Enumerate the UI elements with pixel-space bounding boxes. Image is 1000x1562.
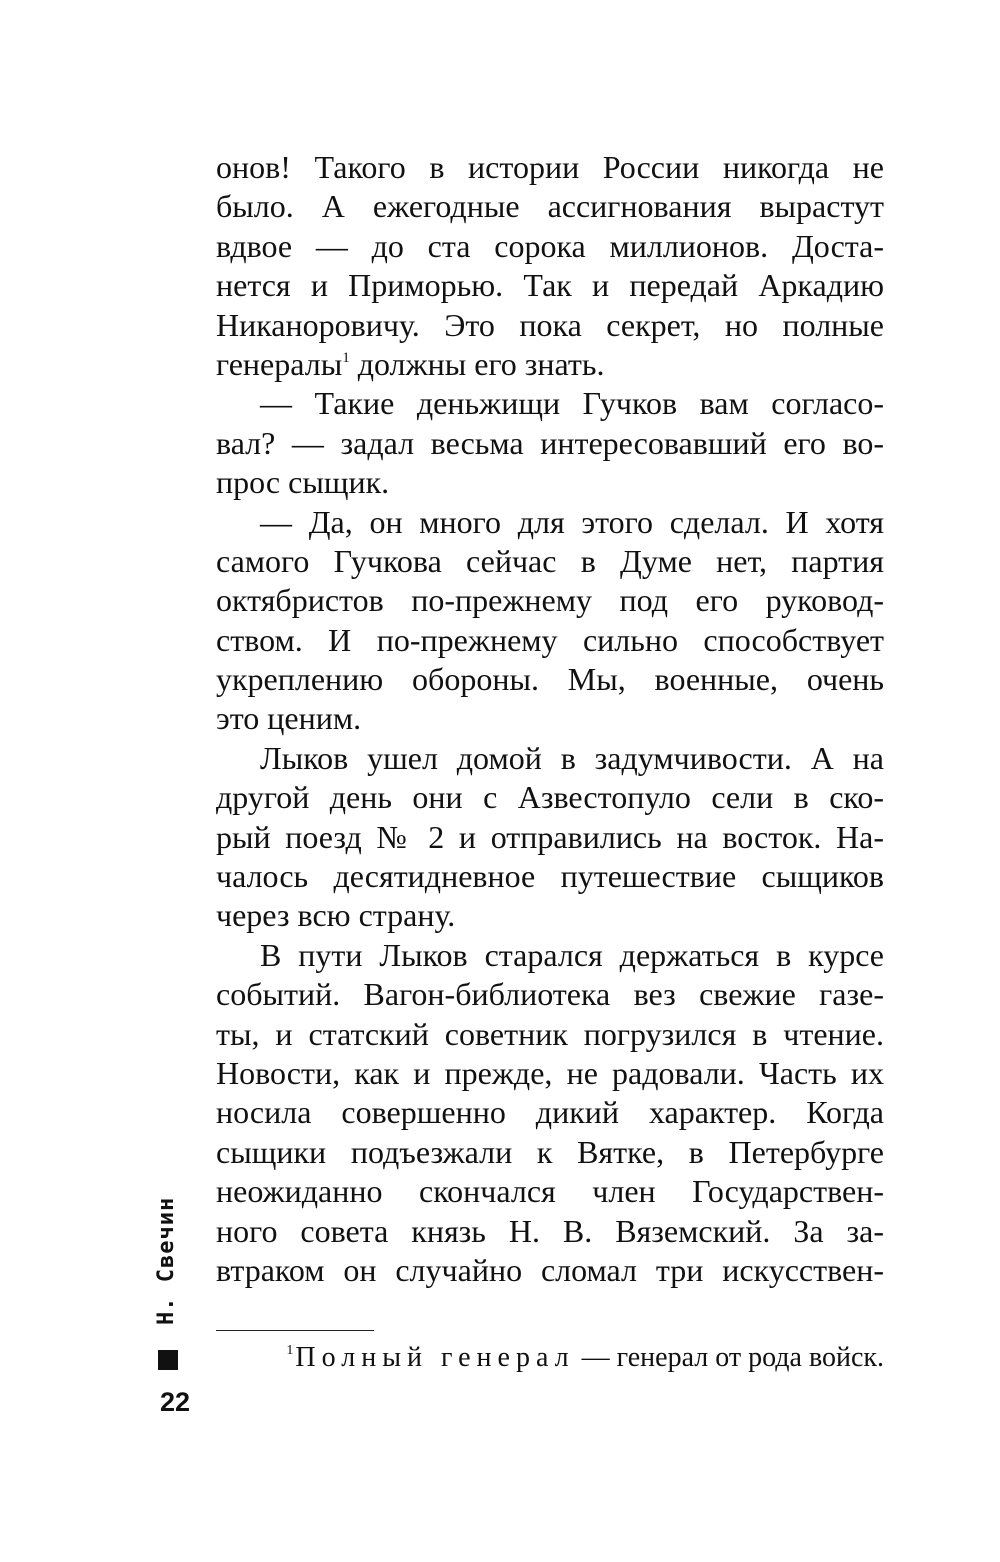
text-line: нется и Приморью. Так и передай Аркадию [216, 267, 884, 304]
text-line: ством. И по-прежнему сильно способствует [216, 621, 884, 658]
text-line: ты, и статский советник погрузился в чтение. [216, 1015, 884, 1052]
text-line: втраком он случайно сломал три искусствен- [216, 1251, 884, 1288]
text-line: через всю страну. [216, 897, 456, 934]
text-line: неожиданно скончался член Государствен- [216, 1173, 884, 1210]
text-line: Новости, как и прежде, не радовали. Часть их [216, 1054, 884, 1091]
text-line: другой день они с Азвестопуло сели в ско- [216, 779, 884, 816]
text-line: рый поезд № 2 и отправились на восток. На- [216, 818, 884, 855]
text-line: онов! Такого в истории России никогда не [216, 149, 884, 185]
text-line: сыщики подъезжали к Вятке, в Петербурге [216, 1133, 884, 1170]
footnote-reference: 1 [342, 349, 350, 366]
text-line: это ценим. [216, 700, 362, 737]
text-line: событий. Вагон-библиотека вез свежие газе- [216, 976, 884, 1013]
footnote-marker: 1 [286, 1343, 294, 1358]
text-line: укреплению обороны. Мы, военные, очень [216, 661, 884, 698]
footnote [216, 1340, 884, 1376]
running-head-author: Н. Свечин [154, 1196, 179, 1326]
text-line: прос сыщик. [216, 464, 390, 501]
text-line: было. А ежегодные ассигнования вырастут [216, 188, 884, 225]
text-fragment: генералы [216, 345, 343, 382]
text-line: Никаноровичу. Это пока секрет, но полные [216, 306, 884, 343]
text-line: вдвое — до ста сорока миллионов. Доста- [216, 227, 884, 264]
text-line: — Да, он много для этого сделал. И хотя [260, 503, 884, 540]
square-marker-icon [158, 1350, 178, 1370]
text-line: чалось десятидневное путешествие сыщиков [216, 858, 884, 895]
text-line [216, 345, 884, 384]
text-line: В пути Лыков старался держаться в курсе [260, 936, 884, 973]
page-number: 22 [159, 1387, 191, 1417]
page-body-text [216, 148, 884, 1290]
text-line: вал? — задал весьма интересовавший его во- [216, 424, 884, 461]
text-fragment: должны его знать. [357, 345, 605, 382]
footnote-definition: — генерал от рода войск. [574, 1342, 884, 1373]
text-line: ного совета князь Н. В. Вяземский. За за- [216, 1212, 884, 1249]
text-line: самого Гучкова сейчас в Думе нет, партия [216, 542, 884, 579]
text-line: носила совершенно дикий характер. Когда [216, 1094, 884, 1131]
footnote-term: Полный генерал [295, 1342, 575, 1373]
text-line: — Такие деньжищи Гучков вам согласо- [260, 385, 884, 422]
text-line: Лыков ушел домой в задумчивости. А на [260, 739, 884, 776]
text-line: октябристов по-прежнему под его руковод- [216, 582, 884, 619]
footnote-divider [216, 1330, 374, 1331]
